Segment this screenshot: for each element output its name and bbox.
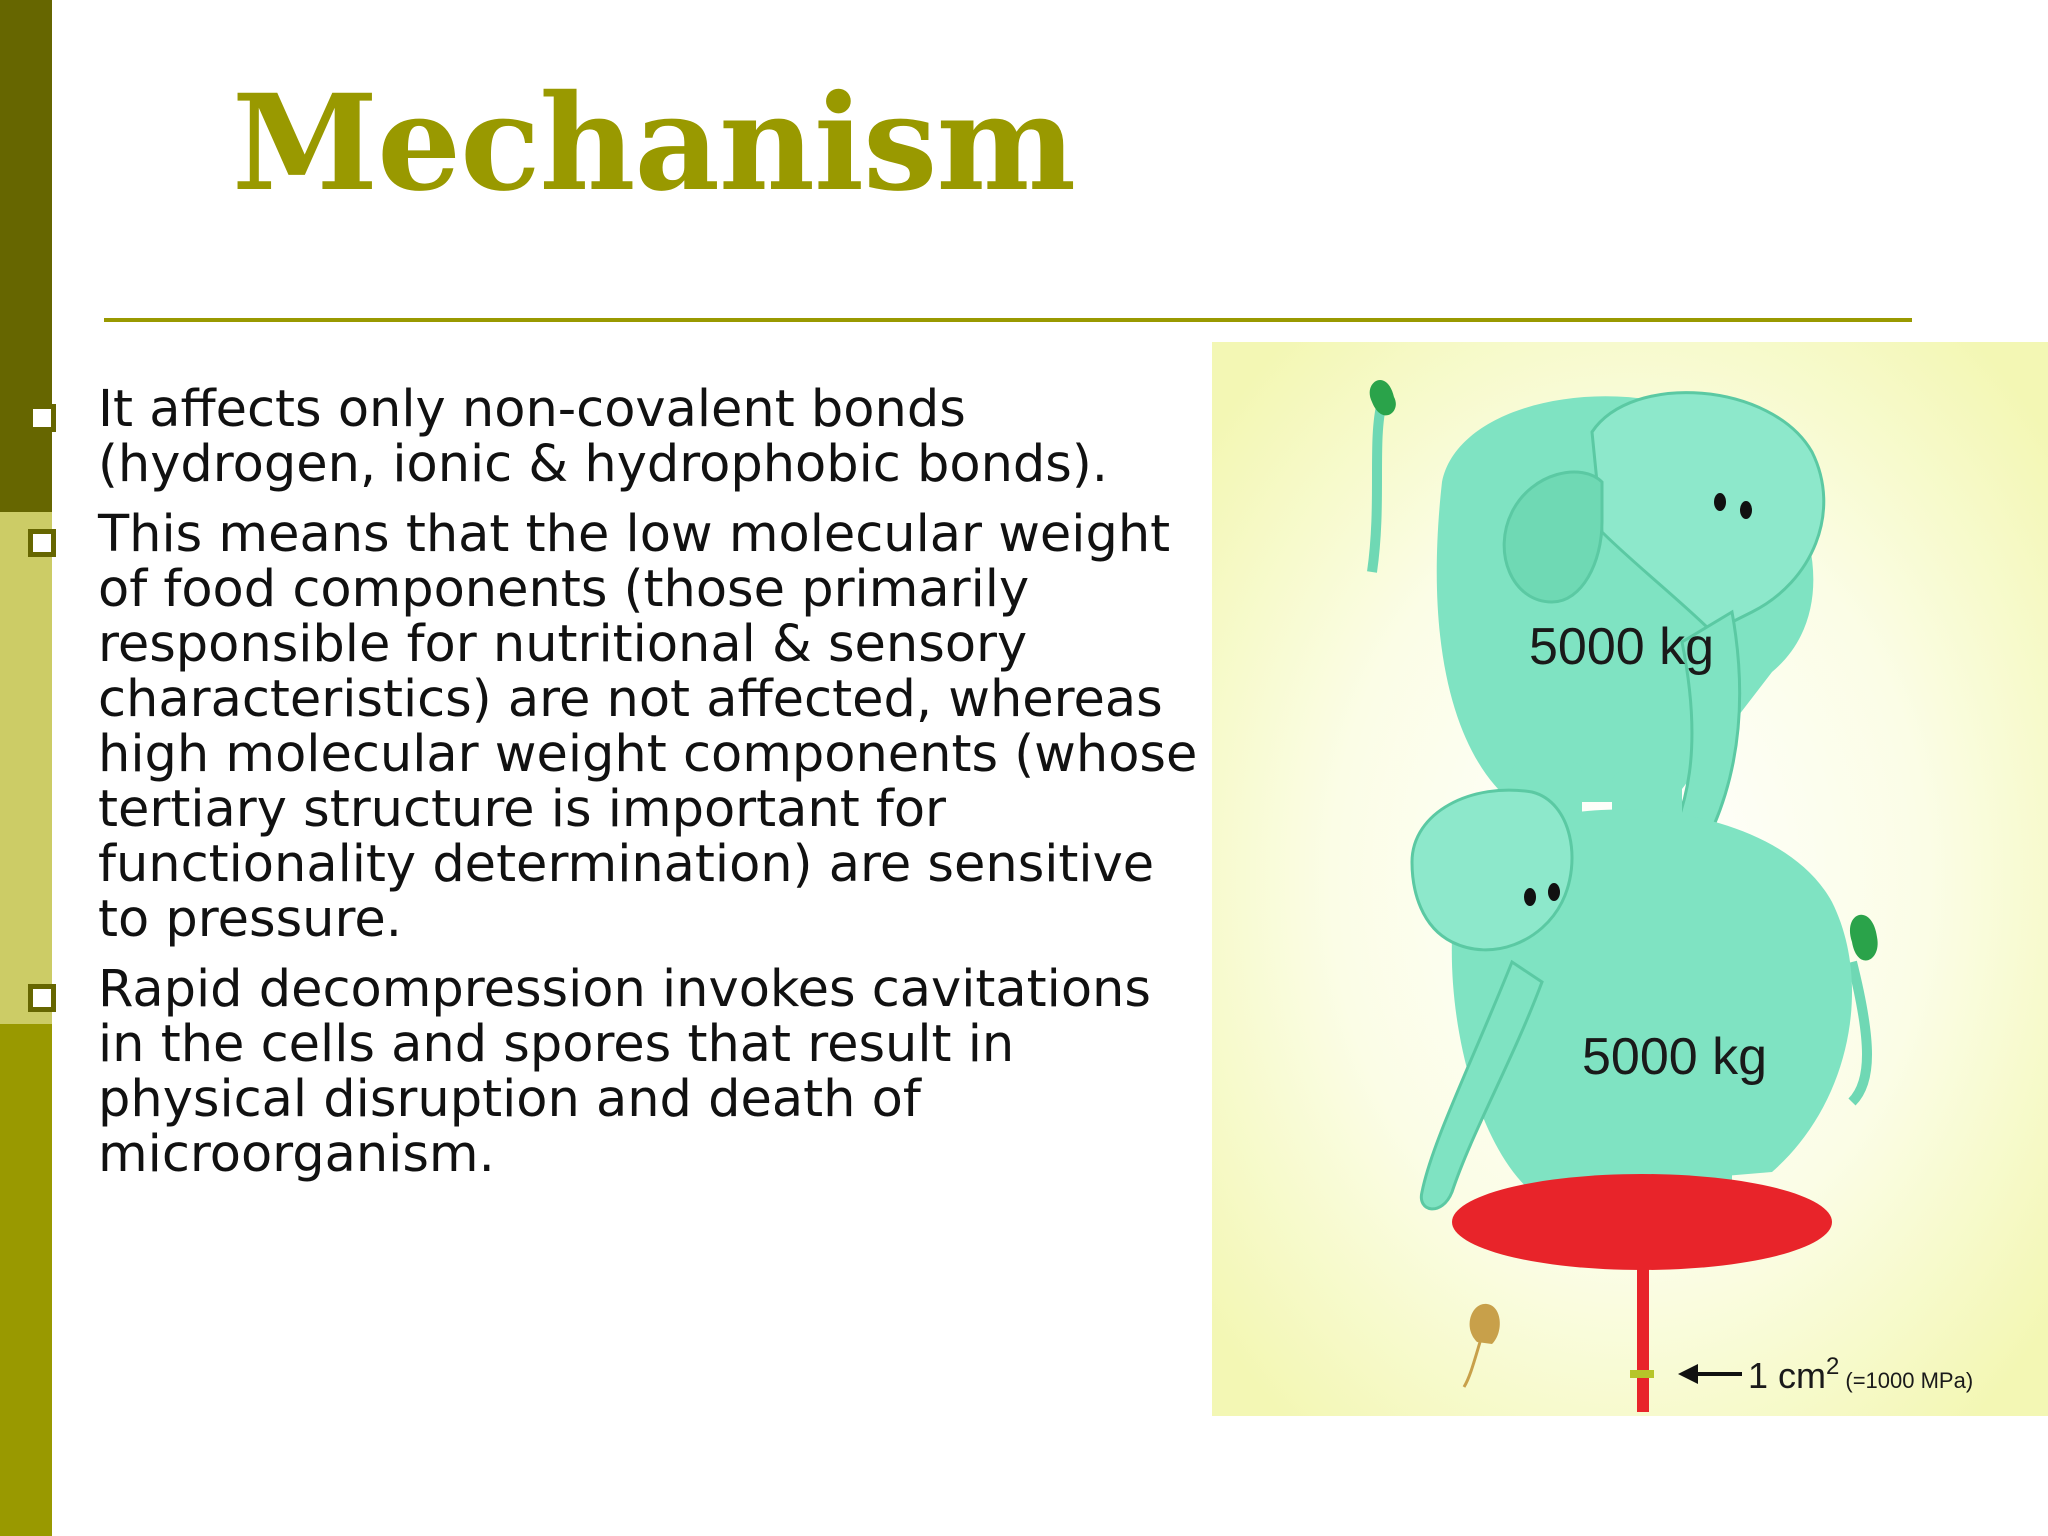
bullet-item [0, 507, 1205, 947]
bullet-text: Rapid decompression invokes cavitations in the cells and spores that result in physical disruption and death of microorganism. [98, 960, 1151, 1184]
square-bullet-icon [28, 404, 56, 432]
bullet-text: It affects only non-covalent bonds (hydrogen, ionic & hydrophobic bonds). [98, 380, 1108, 494]
bullet-list [0, 382, 1205, 1197]
square-bullet-icon [28, 984, 56, 1012]
stacked-elephants-illustration [1212, 342, 2048, 1416]
top-weight-label: 5000 kg [1529, 618, 1715, 676]
bottom-weight-label: 5000 kg [1582, 1028, 1768, 1086]
bullet-text: This means that the low molecular weight of food components (those primarily responsible for nutritional & sensory characteristics) are not affected, whereas high molecular weight components (whose tertiary structure is important for functionality determination) are sensitive to pressure. [98, 505, 1198, 949]
area-label: 1 $cm^2_{(=1000 MPa)}$ [1748, 1353, 1974, 1396]
square-bullet-icon [28, 529, 56, 557]
bullet-item [0, 962, 1205, 1182]
bullet-item [0, 382, 1205, 492]
slide-title: Mechanism [232, 66, 1076, 221]
title-divider [104, 318, 1912, 322]
